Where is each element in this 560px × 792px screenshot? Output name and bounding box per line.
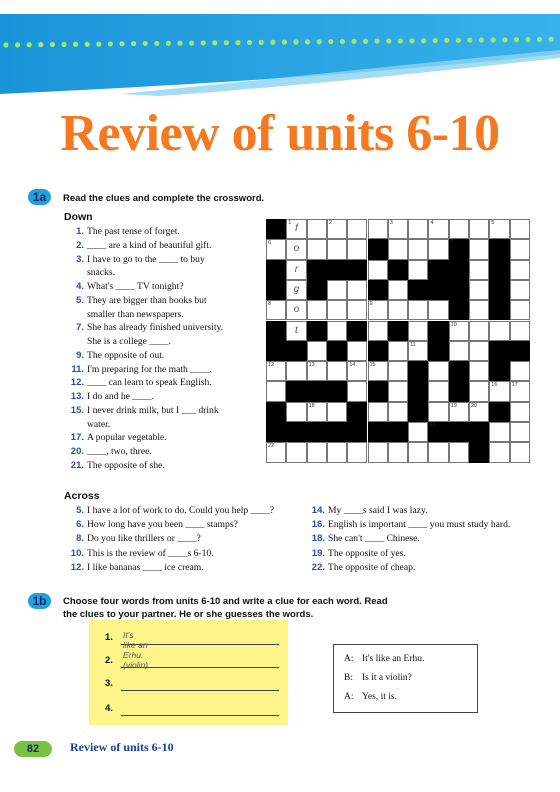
crossword-cell[interactable] bbox=[489, 219, 509, 239]
crossword-cell[interactable] bbox=[368, 361, 388, 381]
crossword-block bbox=[327, 381, 347, 401]
crossword-cell[interactable] bbox=[347, 300, 367, 320]
crossword-cell[interactable] bbox=[266, 300, 286, 320]
crossword-cell[interactable] bbox=[327, 280, 347, 300]
clue-item bbox=[311, 561, 416, 575]
crossword-cell[interactable] bbox=[327, 300, 347, 320]
crossword-cell[interactable] bbox=[327, 442, 347, 462]
dialog-text: It's like an Erhu. bbox=[362, 654, 425, 664]
crossword-block bbox=[388, 321, 408, 341]
cell-number: 10 bbox=[450, 321, 457, 328]
section-1a-badge: 1a bbox=[28, 189, 51, 205]
crossword-cell[interactable] bbox=[510, 260, 530, 280]
clue-item bbox=[71, 363, 212, 377]
crossword-cell[interactable] bbox=[408, 422, 428, 442]
crossword-cell[interactable] bbox=[510, 361, 530, 381]
crossword-cell[interactable] bbox=[368, 219, 388, 239]
dialog-line-3 bbox=[344, 692, 397, 702]
clue-text: ____, two, three. bbox=[87, 446, 152, 457]
clue-number: 18. bbox=[311, 533, 325, 545]
crossword-block bbox=[449, 260, 469, 280]
crossword-cell[interactable] bbox=[510, 381, 530, 401]
cell-number: 11 bbox=[410, 341, 416, 348]
crossword-cell[interactable] bbox=[449, 321, 469, 341]
crossword-cell[interactable] bbox=[286, 321, 306, 341]
crossword-block bbox=[469, 422, 489, 442]
crossword-cell[interactable] bbox=[428, 442, 448, 462]
crossword-cell[interactable] bbox=[347, 361, 367, 381]
clue-item bbox=[70, 459, 165, 473]
clue-text: I never drink milk, but I ___ drink bbox=[87, 404, 219, 416]
cell-letter: f bbox=[295, 223, 298, 234]
clue-item bbox=[87, 308, 184, 322]
cell-number: 6 bbox=[268, 240, 272, 247]
clue-text: A popular vegetable. bbox=[87, 432, 167, 444]
section-1b-instruction bbox=[63, 595, 388, 621]
answer-line[interactable] bbox=[121, 678, 279, 691]
crossword-cell[interactable] bbox=[469, 260, 489, 280]
clue-text: ____ can learn to speak English. bbox=[87, 377, 212, 389]
cell-number: 18 bbox=[308, 402, 315, 409]
clue-item bbox=[76, 253, 205, 267]
clue-item bbox=[76, 349, 165, 363]
clue-number: 13. bbox=[70, 391, 84, 402]
crossword-block bbox=[266, 321, 286, 341]
crossword-cell[interactable] bbox=[408, 219, 428, 239]
clue-text: This is the review of ____s 6-10. bbox=[87, 547, 214, 559]
crossword-block bbox=[266, 402, 286, 422]
crossword-block bbox=[307, 422, 327, 442]
cell-letter: r bbox=[294, 263, 299, 275]
crossword-cell[interactable] bbox=[428, 402, 448, 422]
crossword-block bbox=[510, 341, 530, 361]
crossword-block bbox=[266, 422, 286, 442]
dialog-text: Yes, it is. bbox=[362, 692, 397, 702]
crossword-cell[interactable] bbox=[388, 402, 408, 422]
clue-number: 14. bbox=[311, 505, 325, 516]
clue-text: I have to go to the ____ to buy bbox=[87, 253, 205, 265]
crossword-block bbox=[388, 422, 408, 442]
cell-number: 14 bbox=[349, 362, 356, 369]
crossword-cell[interactable] bbox=[286, 239, 306, 259]
clue-number: 4. bbox=[76, 281, 84, 292]
crossword-cell[interactable] bbox=[327, 361, 347, 381]
crossword-cell[interactable] bbox=[286, 219, 306, 239]
crossword-cell[interactable] bbox=[327, 219, 347, 239]
crossword-cell[interactable] bbox=[469, 280, 489, 300]
crossword-block bbox=[347, 422, 367, 442]
answer-number: 2. bbox=[105, 655, 113, 666]
crossword-block bbox=[428, 341, 448, 361]
crossword-block bbox=[368, 422, 388, 442]
clue-text: She is a college ____. bbox=[87, 336, 171, 347]
crossword-cell[interactable] bbox=[449, 442, 469, 462]
crossword-cell[interactable] bbox=[510, 239, 530, 259]
crossword-cell[interactable] bbox=[307, 239, 327, 259]
crossword-cell[interactable] bbox=[388, 239, 408, 259]
cell-number: 3 bbox=[389, 220, 393, 226]
crossword-cell[interactable] bbox=[388, 300, 408, 320]
clue-text: I have a lot of work to do. Could you help ____? bbox=[87, 505, 275, 516]
clue-item bbox=[70, 376, 212, 390]
crossword-block bbox=[449, 239, 469, 259]
clue-text: I'm preparing for the math ____. bbox=[87, 363, 212, 375]
crossword-cell[interactable] bbox=[307, 300, 327, 320]
clue-text: The opposite of she. bbox=[87, 459, 165, 471]
crossword-cell[interactable] bbox=[266, 442, 286, 462]
clue-item bbox=[311, 532, 420, 546]
clue-number: 15. bbox=[70, 404, 84, 416]
cell-letter: g bbox=[293, 283, 300, 295]
clue-number: 17. bbox=[70, 432, 84, 444]
crossword-cell[interactable] bbox=[489, 381, 509, 401]
crossword-cell[interactable] bbox=[469, 321, 489, 341]
dialog-line-1 bbox=[344, 654, 424, 664]
section-1b-instruction-line-1: Choose four words from units 6-10 and write a clue for each word. Read bbox=[63, 596, 388, 607]
crossword-block bbox=[408, 402, 428, 422]
clue-number: 16. bbox=[311, 519, 325, 531]
crossword-cell[interactable] bbox=[449, 341, 469, 361]
clue-text: smaller than newspapers. bbox=[87, 308, 184, 320]
crossword-block bbox=[286, 341, 306, 361]
clue-text: The past tense of forget. bbox=[87, 226, 180, 237]
crossword-block bbox=[408, 381, 428, 401]
crossword-block bbox=[286, 422, 306, 442]
crossword-block bbox=[307, 260, 327, 280]
crossword-cell[interactable] bbox=[469, 402, 489, 422]
crossword-cell[interactable] bbox=[510, 422, 530, 442]
crossword-cell[interactable] bbox=[368, 260, 388, 280]
clue-text: snacks. bbox=[87, 267, 115, 279]
clue-number: 21. bbox=[70, 459, 84, 471]
cell-letter: o bbox=[293, 304, 300, 316]
clue-text: She can't ____ Chinese. bbox=[328, 533, 420, 545]
crossword-cell[interactable] bbox=[307, 219, 327, 239]
crossword-block bbox=[266, 219, 286, 239]
clue-item bbox=[76, 504, 275, 518]
crossword-cell[interactable] bbox=[510, 280, 530, 300]
clue-item bbox=[76, 239, 212, 253]
clue-number: 10. bbox=[70, 547, 84, 559]
crossword-block bbox=[449, 361, 469, 381]
crossword-cell[interactable] bbox=[408, 442, 428, 462]
cell-number: 15 bbox=[369, 362, 376, 369]
crossword-block bbox=[368, 381, 388, 401]
clue-number: 11. bbox=[71, 363, 84, 375]
down-heading: Down bbox=[64, 211, 93, 223]
answer-example: It's like an Erhu. (violin) bbox=[123, 630, 149, 670]
clue-text: I do and he ____. bbox=[87, 391, 154, 402]
crossword-block bbox=[489, 260, 509, 280]
answer-number: 1. bbox=[105, 632, 113, 643]
crossword-block bbox=[307, 280, 327, 300]
cell-number: 22 bbox=[268, 443, 275, 450]
crossword-block bbox=[489, 280, 509, 300]
crossword-cell[interactable] bbox=[408, 341, 428, 361]
clue-item bbox=[311, 547, 406, 561]
crossword-block bbox=[266, 280, 286, 300]
crossword-cell[interactable] bbox=[307, 442, 327, 462]
cell-number: 4 bbox=[430, 220, 434, 226]
crossword-cell[interactable] bbox=[347, 442, 367, 462]
crossword-cell[interactable] bbox=[428, 219, 448, 239]
crossword-cell[interactable] bbox=[347, 239, 367, 259]
clue-text: water. bbox=[87, 418, 111, 430]
crossword-block bbox=[449, 381, 469, 401]
clue-number: 12. bbox=[70, 561, 84, 573]
crossword-block bbox=[368, 280, 388, 300]
crossword-block bbox=[489, 361, 509, 381]
crossword-block bbox=[408, 280, 428, 300]
crossword-cell[interactable] bbox=[368, 442, 388, 462]
section-1b-badge: 1b bbox=[28, 593, 51, 609]
clue-item bbox=[76, 518, 238, 532]
crossword-cell[interactable] bbox=[347, 381, 367, 401]
clue-item bbox=[87, 418, 110, 432]
clue-item bbox=[76, 532, 201, 546]
crossword-cell[interactable] bbox=[388, 280, 408, 300]
crossword-block bbox=[408, 361, 428, 381]
clue-number: 2. bbox=[76, 239, 84, 251]
clue-item bbox=[70, 561, 204, 575]
crossword-cell[interactable] bbox=[347, 341, 367, 361]
clue-item bbox=[76, 225, 180, 239]
crossword-cell[interactable] bbox=[408, 321, 428, 341]
crossword-cell[interactable] bbox=[347, 219, 367, 239]
crossword-block bbox=[307, 321, 327, 341]
answer-line[interactable] bbox=[121, 655, 279, 668]
cell-number: 8 bbox=[268, 301, 272, 308]
cell-number: 17 bbox=[511, 382, 518, 389]
crossword-block bbox=[266, 341, 286, 361]
cell-number: 12 bbox=[268, 362, 275, 369]
clue-number: 3. bbox=[76, 253, 84, 265]
crossword-cell[interactable] bbox=[510, 321, 530, 341]
crossword-cell[interactable] bbox=[388, 219, 408, 239]
crossword-cell[interactable] bbox=[388, 442, 408, 462]
clue-text: The opposite of cheap. bbox=[328, 561, 416, 573]
crossword-cell[interactable] bbox=[266, 239, 286, 259]
crossword-block bbox=[449, 300, 469, 320]
clue-text: English is important ____ you must study hard. bbox=[328, 519, 511, 531]
crossword-cell[interactable] bbox=[286, 300, 306, 320]
cell-number: 16 bbox=[491, 382, 498, 389]
crossword-cell[interactable] bbox=[428, 361, 448, 381]
crossword-cell[interactable] bbox=[307, 361, 327, 381]
clue-item bbox=[76, 321, 224, 335]
crossword-block bbox=[428, 321, 448, 341]
crossword-cell[interactable] bbox=[266, 361, 286, 381]
cell-letter: o bbox=[293, 243, 300, 255]
clue-item bbox=[70, 445, 152, 459]
crossword-block bbox=[327, 260, 347, 280]
across-heading: Across bbox=[64, 490, 100, 502]
crossword-block bbox=[327, 422, 347, 442]
page-title: Review of units 6-10 bbox=[60, 105, 500, 162]
clue-text: How long have you been ____ stamps? bbox=[87, 519, 238, 531]
clue-text: My ____s said I was lazy. bbox=[328, 505, 428, 516]
crossword-cell[interactable] bbox=[307, 402, 327, 422]
crossword-cell[interactable] bbox=[327, 239, 347, 259]
crossword-cell[interactable] bbox=[286, 260, 306, 280]
answer-line[interactable] bbox=[121, 703, 279, 716]
crossword-block bbox=[347, 321, 367, 341]
crossword-block bbox=[449, 280, 469, 300]
clue-item bbox=[76, 280, 184, 294]
crossword-cell[interactable] bbox=[489, 442, 509, 462]
crossword-cell[interactable] bbox=[327, 402, 347, 422]
dialog-text: Is it a violin? bbox=[362, 673, 412, 683]
crossword-cell[interactable] bbox=[368, 402, 388, 422]
clue-item bbox=[70, 431, 167, 445]
crossword-cell[interactable] bbox=[286, 361, 306, 381]
header-banner bbox=[0, 14, 560, 96]
cell-number: 9 bbox=[369, 301, 373, 308]
clue-number: 9. bbox=[76, 349, 84, 361]
footer-title: Review of units 6-10 bbox=[70, 740, 174, 754]
page-number: 82 bbox=[14, 741, 52, 757]
crossword-cell[interactable] bbox=[489, 422, 509, 442]
cell-number: 7 bbox=[449, 239, 453, 246]
crossword-cell[interactable] bbox=[510, 442, 530, 462]
crossword-cell[interactable] bbox=[510, 402, 530, 422]
cell-number: 2 bbox=[328, 220, 332, 226]
crossword-cell[interactable] bbox=[469, 219, 489, 239]
clue-text: The opposite of out. bbox=[87, 349, 165, 361]
answer-number: 4. bbox=[105, 703, 113, 714]
crossword-cell[interactable] bbox=[449, 219, 469, 239]
cell-number: 5 bbox=[491, 220, 495, 226]
crossword-cell[interactable] bbox=[469, 361, 489, 381]
clue-item bbox=[87, 266, 115, 280]
cell-number: 1 bbox=[288, 220, 292, 226]
clue-item bbox=[87, 335, 171, 349]
clue-number: 22. bbox=[311, 561, 325, 573]
clue-number: 5. bbox=[76, 294, 84, 306]
crossword-block bbox=[286, 381, 306, 401]
clue-item bbox=[76, 294, 207, 308]
section-1b-instruction-line-2: the clues to your partner. He or she guesses the words. bbox=[63, 609, 314, 620]
clue-text: The opposite of yes. bbox=[328, 547, 406, 559]
clue-text: ____ are a kind of beautiful gift. bbox=[87, 239, 212, 251]
clue-number: 8. bbox=[76, 533, 84, 545]
crossword-block bbox=[266, 260, 286, 280]
crossword-block bbox=[489, 300, 509, 320]
crossword-block bbox=[428, 260, 448, 280]
crossword-cell[interactable] bbox=[469, 300, 489, 320]
cell-letter: t bbox=[295, 324, 298, 336]
crossword-cell[interactable] bbox=[428, 381, 448, 401]
crossword-cell[interactable] bbox=[408, 300, 428, 320]
answer-box bbox=[89, 620, 288, 725]
clue-item bbox=[311, 518, 511, 532]
crossword-block bbox=[428, 280, 448, 300]
crossword-cell[interactable] bbox=[489, 321, 509, 341]
crossword-block bbox=[489, 402, 509, 422]
section-1a-instruction: Read the clues and complete the crossword. bbox=[63, 193, 265, 204]
crossword-block bbox=[449, 422, 469, 442]
clue-number: 19. bbox=[311, 547, 325, 559]
cell-number: 13 bbox=[308, 362, 315, 369]
clue-number: 1. bbox=[76, 226, 84, 237]
crossword-block bbox=[489, 341, 509, 361]
cell-number: 19 bbox=[450, 402, 457, 409]
crossword-cell[interactable] bbox=[388, 381, 408, 401]
clue-text: I like bananas ____ ice cream. bbox=[87, 561, 204, 573]
crossword-cell[interactable] bbox=[510, 300, 530, 320]
dialog-speaker: A: bbox=[344, 654, 354, 664]
crossword-cell[interactable] bbox=[469, 341, 489, 361]
crossword-cell[interactable] bbox=[449, 402, 469, 422]
crossword-cell[interactable] bbox=[428, 239, 448, 259]
clue-text: Do you like thrillers or ____? bbox=[87, 533, 201, 545]
crossword-block bbox=[368, 341, 388, 361]
clue-item bbox=[311, 504, 428, 518]
cell-number: 21 bbox=[429, 422, 436, 428]
clue-number: 7. bbox=[76, 322, 84, 334]
crossword-block bbox=[347, 402, 367, 422]
clue-item bbox=[70, 547, 214, 561]
crossword-cell[interactable] bbox=[307, 341, 327, 361]
crossword-cell[interactable] bbox=[408, 239, 428, 259]
answer-number: 3. bbox=[105, 678, 113, 689]
crossword-cell[interactable] bbox=[428, 300, 448, 320]
crossword-block bbox=[469, 442, 489, 462]
crossword-cell[interactable] bbox=[286, 402, 306, 422]
crossword-cell[interactable] bbox=[408, 260, 428, 280]
crossword-cell[interactable] bbox=[327, 321, 347, 341]
dialog-speaker: A: bbox=[344, 692, 354, 702]
dialog-line-2 bbox=[344, 673, 412, 683]
dialog-speaker: B: bbox=[344, 673, 353, 683]
clue-number: 6. bbox=[76, 519, 84, 531]
crossword-cell[interactable] bbox=[368, 321, 388, 341]
clue-text: What's ____ TV tonight? bbox=[87, 281, 184, 292]
crossword-cell[interactable] bbox=[388, 361, 408, 381]
clue-number: 20. bbox=[70, 446, 84, 457]
crossword-block bbox=[489, 239, 509, 259]
crossword-grid bbox=[266, 219, 531, 464]
crossword-block bbox=[368, 239, 388, 259]
crossword-cell[interactable] bbox=[286, 442, 306, 462]
clue-number: 5. bbox=[76, 505, 84, 516]
clue-item bbox=[70, 390, 154, 404]
crossword-cell[interactable] bbox=[388, 341, 408, 361]
crossword-cell[interactable] bbox=[368, 300, 388, 320]
crossword-cell[interactable] bbox=[469, 381, 489, 401]
crossword-cell[interactable] bbox=[469, 239, 489, 259]
crossword-cell[interactable] bbox=[286, 280, 306, 300]
crossword-block bbox=[327, 341, 347, 361]
crossword-block bbox=[347, 260, 367, 280]
clue-text: She has already finished university. bbox=[87, 322, 224, 334]
clue-number: 12. bbox=[70, 377, 84, 389]
example-dialog bbox=[333, 644, 478, 713]
crossword-block bbox=[307, 381, 327, 401]
crossword-cell[interactable] bbox=[347, 280, 367, 300]
crossword-block bbox=[388, 260, 408, 280]
cell-number: 20 bbox=[471, 402, 478, 409]
clue-text: They are bigger than books but bbox=[87, 294, 207, 306]
clue-item bbox=[70, 404, 219, 418]
crossword-block bbox=[428, 422, 448, 442]
crossword-cell[interactable] bbox=[266, 381, 286, 401]
crossword-cell[interactable] bbox=[510, 219, 530, 239]
